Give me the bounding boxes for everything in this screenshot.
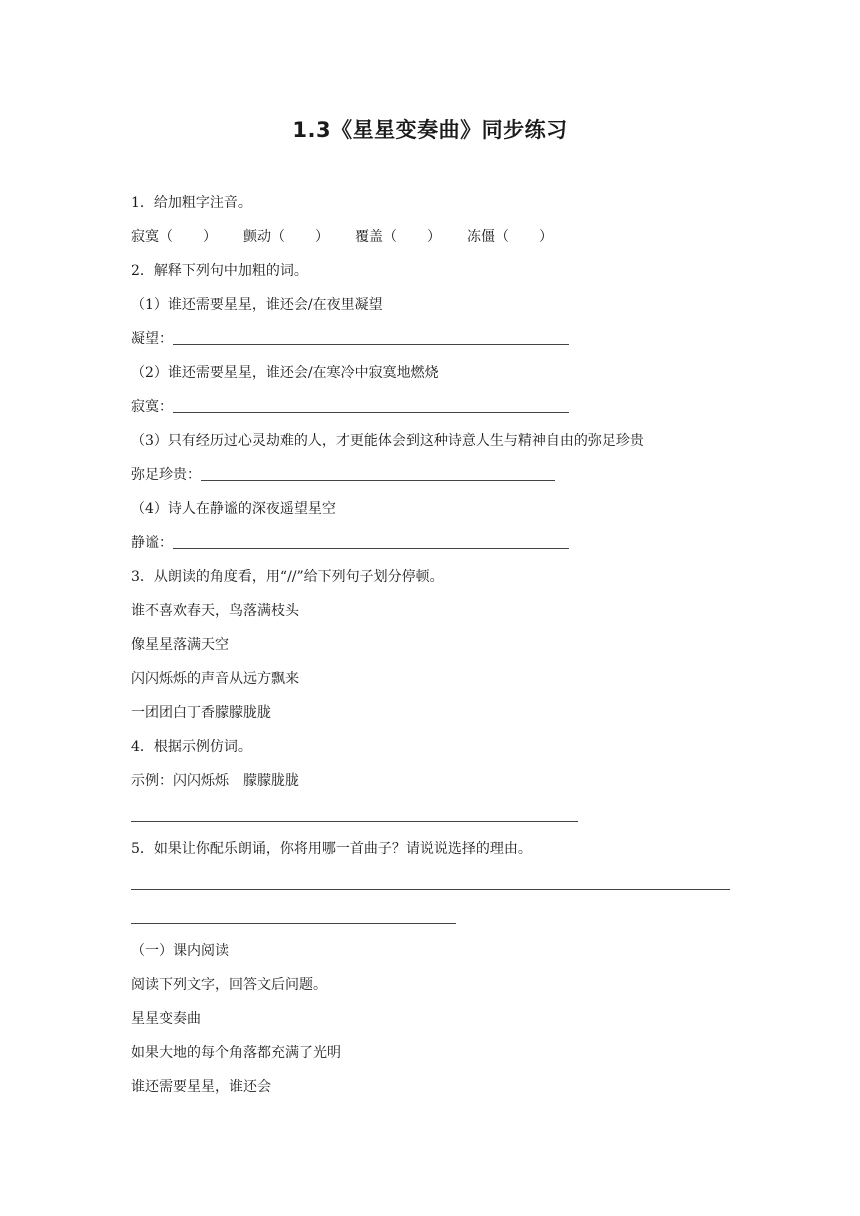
pinyin-item-2: 颤动（ xyxy=(243,229,285,245)
question-3-prompt: 3．从朗读的角度看，用“//”给下列句子划分停顿。 xyxy=(131,569,444,585)
question-1-prompt: 1．给加粗字注音。 xyxy=(131,195,252,211)
poem-line: 像星星落满天空 xyxy=(131,637,229,653)
answer-blank xyxy=(131,821,578,822)
question-2-sentence-2: （2）谁还需要星星，谁还会/在寒冷中寂寞地燃烧 xyxy=(131,365,439,381)
question-4-example: 示例：闪闪烁烁 朦朦胧胧 xyxy=(131,773,299,789)
pinyin-close-1: ） xyxy=(203,229,217,245)
question-2-sentence-4: （4）诗人在静谧的深夜遥望星空 xyxy=(131,501,336,517)
answer-label: 凝望： xyxy=(131,331,173,347)
question-5-answer-line-2 xyxy=(131,900,731,934)
reading-section-heading: （一）课内阅读 xyxy=(131,943,229,959)
poem-title: 星星变奏曲 xyxy=(131,1011,201,1027)
answer-blank xyxy=(131,923,456,924)
question-5-prompt: 5．如果让你配乐朗诵，你将用哪一首曲子？请说说选择的理由。 xyxy=(131,841,532,857)
exercise-content xyxy=(131,186,731,1104)
pinyin-close-3: ） xyxy=(427,229,441,245)
question-2-answer-3 xyxy=(131,458,731,492)
pinyin-close-4: ） xyxy=(539,229,553,245)
answer-blank xyxy=(131,889,730,890)
question-2-answer-4 xyxy=(131,526,731,560)
poem-line: 谁不喜欢春天，鸟落满枝头 xyxy=(131,603,299,619)
pinyin-close-2: ） xyxy=(315,229,329,245)
question-2-answer-1 xyxy=(131,322,731,356)
pinyin-item-4: 冻僵（ xyxy=(467,229,509,245)
poem-line: 谁还需要星星，谁还会 xyxy=(131,1079,271,1095)
answer-label: 静谧： xyxy=(131,535,173,551)
answer-blank xyxy=(173,330,569,345)
question-5-answer-line-1 xyxy=(131,866,731,900)
answer-blank xyxy=(201,466,555,481)
reading-instruction: 阅读下列文字，回答文后问题。 xyxy=(131,977,327,993)
question-2-answer-2 xyxy=(131,390,731,424)
pinyin-item-1: 寂寞（ xyxy=(131,229,173,245)
question-2-prompt: 2．解释下列句中加粗的词。 xyxy=(131,263,308,279)
pinyin-item-3: 覆盖（ xyxy=(355,229,397,245)
answer-blank xyxy=(173,534,569,549)
question-4-prompt: 4．根据示例仿词。 xyxy=(131,739,252,755)
answer-label: 寂寞： xyxy=(131,399,173,415)
poem-line: 如果大地的每个角落都充满了光明 xyxy=(131,1045,341,1061)
question-1-items xyxy=(131,220,731,254)
poem-line: 闪闪烁烁的声音从远方飘来 xyxy=(131,671,299,687)
question-2-sentence-1: （1）谁还需要星星，谁还会/在夜里凝望 xyxy=(131,297,383,313)
question-4-answer-line xyxy=(131,798,731,832)
answer-label: 弥足珍贵： xyxy=(131,467,201,483)
poem-line: 一团团白丁香朦朦胧胧 xyxy=(131,705,271,721)
answer-blank xyxy=(173,398,569,413)
document-title: 1.3《星星变奏曲》同步练习 xyxy=(292,118,568,142)
question-2-sentence-3: （3）只有经历过心灵劫难的人，才更能体会到这种诗意人生与精神自由的弥足珍贵 xyxy=(131,433,644,449)
